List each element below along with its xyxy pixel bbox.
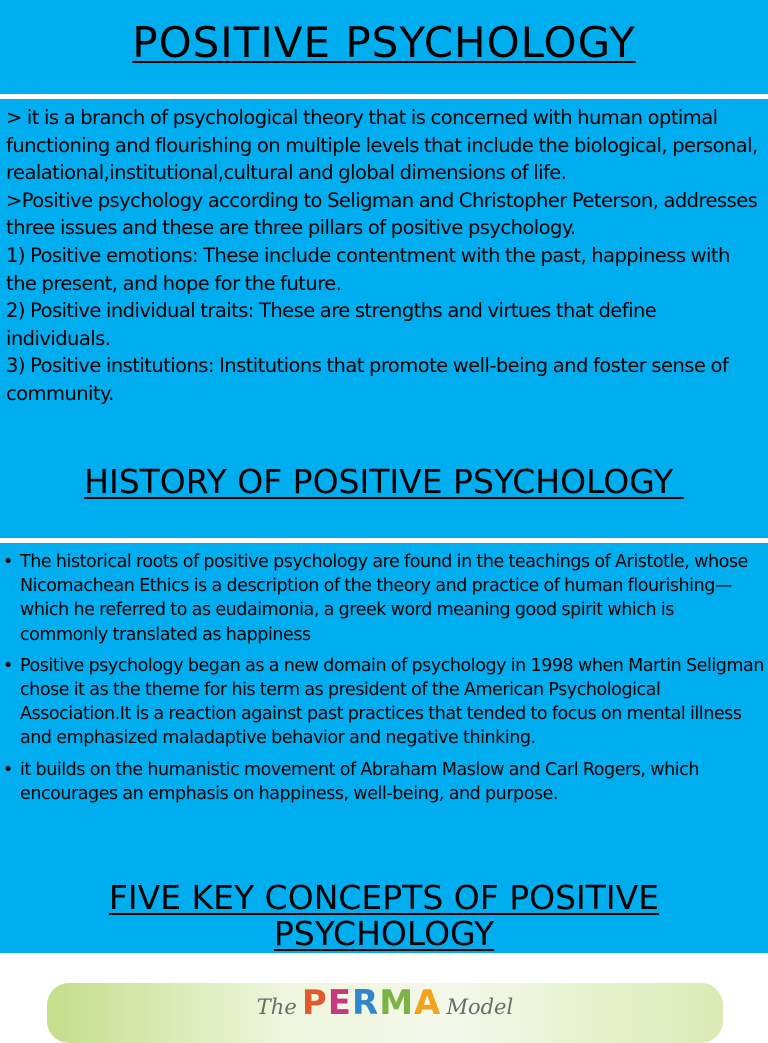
- intro-paragraph: 2) Positive individual traits: These are strengths and virtues that define individuals.: [6, 299, 657, 350]
- list-item-text: it builds on the humanistic movement of Abraham Maslow and Carl Rogers, which encourages an emphasis on happiness, well-being, and purpose.: [20, 759, 699, 804]
- perma-letter-p: P: [301, 983, 328, 1023]
- bullet-icon: •: [3, 552, 13, 572]
- five-key-heading: FIVE KEY CONCEPTS OF POSITIVE PSYCHOLOGY: [108, 878, 660, 953]
- history-heading: HISTORY OF POSITIVE PSYCHOLOGY: [84, 462, 684, 501]
- perma-acronym: [301, 983, 442, 1023]
- bullet-icon: •: [3, 759, 13, 780]
- perma-letter-e: E: [327, 983, 353, 1023]
- intro-text: [6, 104, 764, 408]
- intro-paragraph: > it is a branch of psychological theory that is concerned with human optimal functioning and flourishing on multiple levels that include the biological, personal, realational,institutional,cultural and global dimensions of life.: [6, 106, 758, 185]
- perma-the-label: The: [256, 995, 297, 1019]
- list-item-text: Positive psychology began as a new domain of psychology in 1998 when Martin Seligman chose it as the theme for his term as president of the American Psychological Association.It is a reaction against past practices that tended to focus on mental illness and emphasized maladaptive behavior and negative thinking.: [20, 655, 764, 749]
- perma-letter-m: M: [379, 983, 415, 1023]
- bullet-icon: •: [3, 655, 13, 676]
- intro-paragraph: 3) Positive institutions: Institutions that promote well-being and foster sense of community.: [6, 354, 729, 405]
- perma-model-label: Model: [446, 995, 514, 1019]
- history-list: [0, 550, 768, 813]
- perma-letter-a: A: [414, 983, 442, 1023]
- perma-letter-r: R: [352, 983, 380, 1023]
- list-item-text: The historical roots of positive psychology are found in the teachings of Aristotle, whose Nicomachean Ethics is a description of the theory and practice of human flourishing—which he referred to as eudaimonia, a greek word meaning good spirit which is commonly translated as happiness: [20, 552, 748, 645]
- page-title: POSITIVE PSYCHOLOGY: [132, 18, 636, 67]
- intro-paragraph: >Positive psychology according to Seligman and Christopher Peterson, addresses three issues and these are three pillars of positive psychology.: [6, 188, 758, 240]
- list-item: [0, 654, 768, 751]
- list-item: [0, 758, 768, 806]
- perma-model-banner: [47, 983, 723, 1043]
- list-item: [0, 550, 768, 647]
- perma-title: [47, 983, 723, 1023]
- intro-paragraph: 1) Positive emotions: These include contentment with the past, happiness with the present, and hope for the future.: [6, 243, 730, 295]
